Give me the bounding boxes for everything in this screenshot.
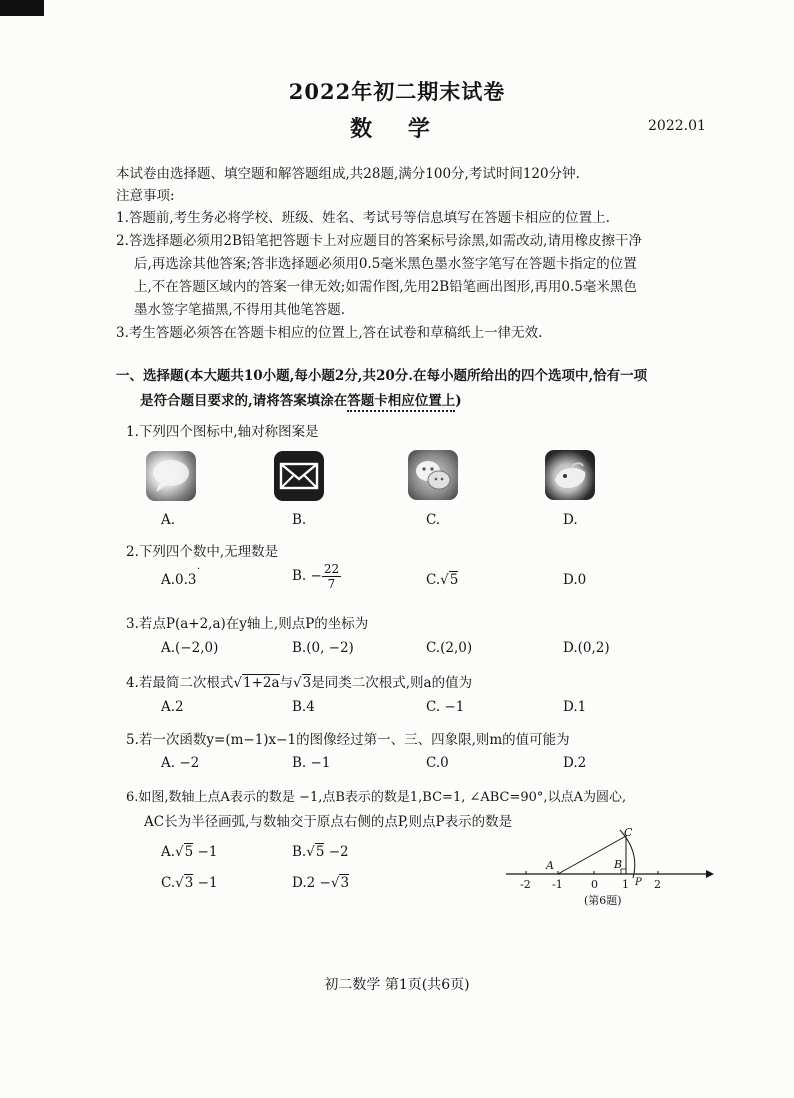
sqrt-sign-icon: √ [233, 675, 242, 691]
sqrt-sign-icon: √ [440, 572, 449, 588]
q4-option-b: B.4 [292, 699, 315, 715]
repeating-dot: · [197, 564, 201, 575]
q4-stem [126, 671, 472, 691]
q2-option-c [426, 572, 458, 588]
section-1-heading-line-1: 一、选择题(本大题共10小题,每小题2分,共20分.在每小题所给出的四个选项中,恰有一项 [116, 368, 648, 384]
q6-option-a [161, 844, 217, 860]
q5-stem: 5.若一次函数y=(m−1)x−1的图像经过第一、三、四象限,则m的值可能为 [126, 732, 570, 748]
q3-option-c: C.(2,0) [426, 640, 473, 656]
sqrt-sign-icon: √ [330, 875, 340, 891]
tick-label-2: 2 [654, 878, 661, 891]
q1-option-d: D. [563, 512, 578, 528]
figure-caption: (第6题) [584, 894, 622, 907]
q4-radicand-1: 1+2a [243, 675, 280, 691]
q5-option-a: A. −2 [161, 755, 200, 771]
label-a: A [546, 859, 554, 872]
q6-number-line-figure [500, 822, 720, 912]
q1-option-d-bird-icon [545, 450, 595, 500]
intro-line: 本试卷由选择题、填空题和解答题组成,共28题,满分100分,考试时间120分钟. [116, 166, 580, 182]
sqrt-sign-icon: √ [306, 844, 315, 860]
note-2-line-2: 后,再选涂其他答案;答非选择题必须用0.5毫米黑色墨水签字笔写在答题卡指定的位置 [134, 256, 637, 272]
q6-option-b-suffix: −2 [324, 844, 349, 860]
label-p: P [635, 877, 642, 888]
exam-subject: 数 学 [350, 116, 444, 142]
q4-radicand-2: 3 [302, 675, 312, 691]
q2-stem: 2.下列四个数中,无理数是 [126, 544, 279, 560]
wechat-bubbles-icon [408, 450, 458, 500]
section-1-heading-emphasis: 答题卡相应位置上 [347, 393, 455, 412]
note-3: 3.考生答题必须答在答题卡相应的位置上,答在试卷和草稿纸上一律无效. [116, 325, 543, 341]
q4-stem-mid: 与 [279, 675, 294, 691]
q1-option-b-mail-icon [274, 451, 324, 501]
q2-option-d: D.0 [563, 572, 587, 588]
q6-option-b [292, 844, 349, 860]
sqrt-sign-icon: √ [175, 875, 184, 891]
q2-option-c-prefix: C. [426, 572, 441, 588]
section-1-heading-suffix: ) [455, 393, 462, 409]
exam-date: 2022.01 [648, 118, 706, 134]
fraction-numerator: 22 [323, 562, 340, 576]
q6-option-d-prefix: D.2 − [292, 875, 331, 891]
q5-option-b: B. −1 [292, 755, 331, 771]
tick-label-minus-1: -1 [552, 878, 563, 891]
q3-option-b: B.(0, −2) [292, 640, 354, 656]
q6-option-a-prefix: A. [161, 844, 176, 860]
note-1: 1.答题前,考生务必将学校、班级、姓名、考试号等信息填写在答题卡相应的位置上. [116, 210, 610, 226]
fraction-denominator: 7 [327, 577, 336, 591]
q6-stem-line-2: AC长为半径画弧,与数轴交于原点右侧的点P,则点P表示的数是 [144, 814, 513, 830]
envelope-icon [274, 451, 324, 501]
q6-option-c-suffix: −1 [193, 875, 218, 891]
q3-stem: 3.若点P(a+2,a)在y轴上,则点P的坐标为 [126, 616, 369, 632]
q4-stem-prefix: 4.若最简二次根式 [126, 675, 234, 691]
q3-option-d: D.(0,2) [563, 640, 610, 656]
note-2-line-4: 墨水签字笔描黑,不得用其他笔答题. [134, 302, 346, 318]
q6-option-c [161, 875, 218, 891]
sqrt-sign-icon: √ [175, 844, 184, 860]
label-b: B [614, 858, 623, 871]
q5-option-c: C.0 [426, 755, 449, 771]
q2-option-a-text: A.0.3 [161, 572, 197, 588]
q1-option-a-chat-icon [146, 451, 196, 501]
q4-option-c: C. −1 [426, 699, 465, 715]
q6-option-c-prefix: C. [161, 875, 176, 891]
q6-option-d-radicand: 3 [340, 875, 350, 891]
q1-option-c: C. [426, 512, 441, 528]
q6-option-a-radicand: 5 [184, 844, 194, 860]
q6-option-b-prefix: B. [292, 844, 307, 860]
q2-option-b-fraction [322, 562, 341, 591]
tick-label-0: 0 [591, 878, 598, 891]
q6-option-b-radicand: 5 [315, 844, 325, 860]
q6-option-a-suffix: −1 [193, 844, 218, 860]
q2-option-a [161, 564, 201, 588]
tick-label-1: 1 [622, 878, 629, 891]
notice-heading: 注意事项: [116, 188, 175, 204]
section-1-heading-line-2 [140, 389, 462, 409]
note-2-line-3: 上,不在答题区域内的答案一律无效;如需作图,先用2B铅笔画出图形,再用0.5毫米黑色 [134, 279, 637, 295]
label-c: C [624, 826, 633, 839]
q2-option-b-prefix: B. − [292, 568, 322, 584]
q2-option-b [292, 562, 341, 591]
sqrt-sign-icon: √ [293, 675, 302, 691]
q1-option-a: A. [161, 512, 176, 528]
q2-option-c-radicand: 5 [449, 572, 459, 588]
q1-option-b: B. [292, 512, 307, 528]
section-1-heading-prefix: 是符合题目要求的,请将答案填涂在 [140, 393, 348, 409]
q5-option-d: D.2 [563, 755, 587, 771]
q4-stem-suffix: 是同类二次根式,则a的值为 [311, 675, 473, 691]
page-footer: 初二数学 第1页(共6页) [324, 977, 470, 993]
tick-label-minus-2: -2 [520, 878, 531, 891]
speech-bubble-icon [146, 451, 196, 501]
exam-title: 2022年初二期末试卷 [288, 79, 506, 104]
q6-option-d [292, 875, 349, 891]
q3-option-a: A.(−2,0) [161, 640, 219, 656]
axis-arrow-icon [706, 870, 714, 878]
q1-stem: 1.下列四个图标中,轴对称图案是 [126, 424, 319, 440]
bird-logo-icon [545, 450, 595, 500]
q6-option-c-radicand: 3 [184, 875, 194, 891]
scan-corner-mark [0, 0, 44, 16]
q4-option-d: D.1 [563, 699, 587, 715]
q6-stem-line-1: 6.如图,数轴上点A表示的数是 −1,点B表示的数是1,BC=1, ∠ABC=90°,以点A为圆心, [126, 790, 627, 805]
note-2-line-1: 2.答选择题必须用2B铅笔把答题卡上对应题目的答案标号涂黑,如需改动,请用橡皮擦干净 [116, 233, 642, 249]
q4-option-a: A.2 [161, 699, 184, 715]
q1-option-c-wechat-icon [408, 450, 458, 500]
